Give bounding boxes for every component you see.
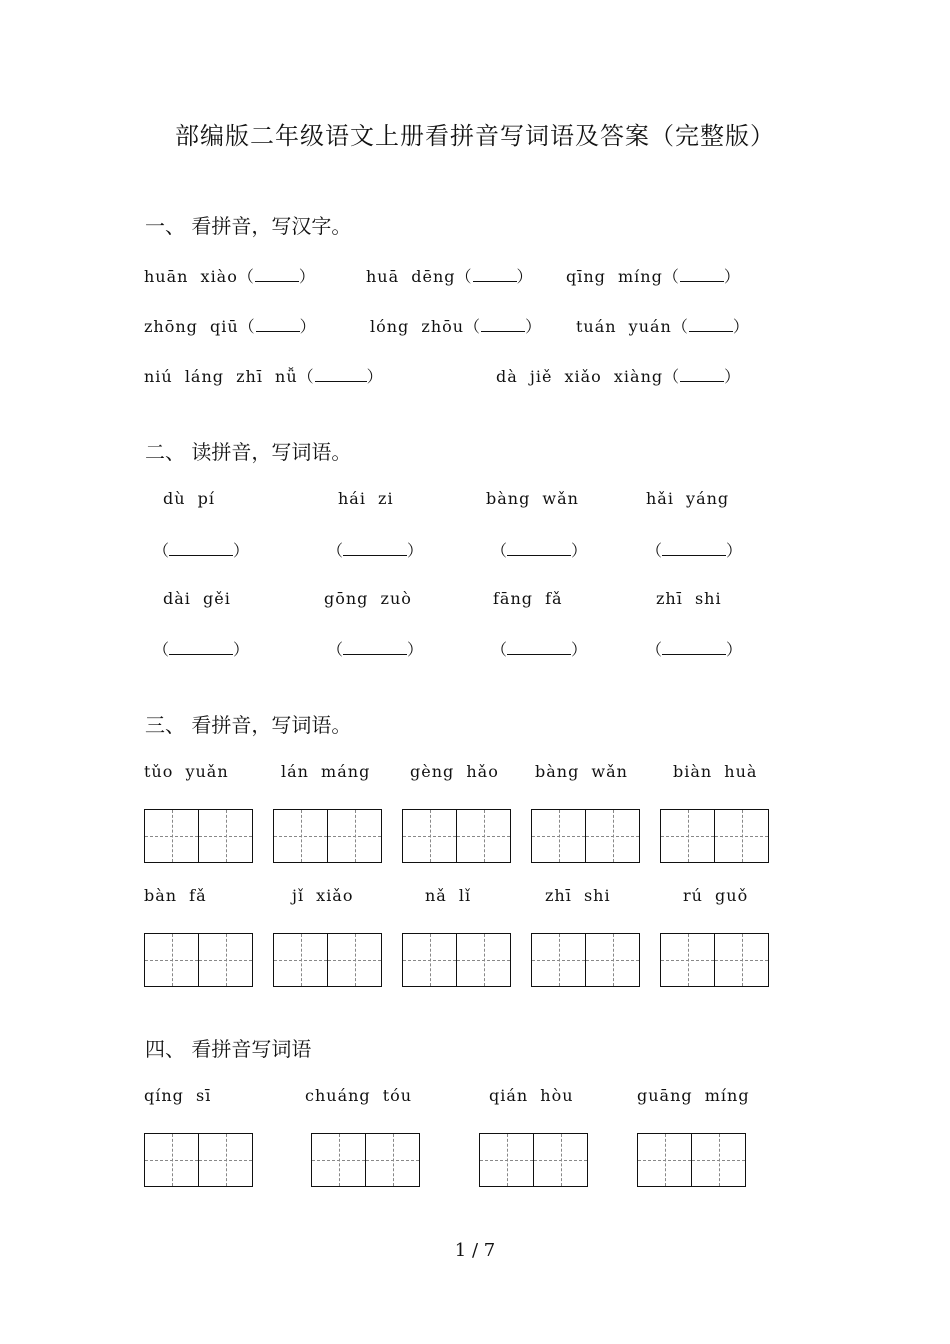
s2-answer-3 xyxy=(491,538,587,561)
s1-item-5-pinyin: lóng zhōu（ xyxy=(370,317,482,336)
grid-cell[interactable] xyxy=(714,934,768,986)
close-paren: ） xyxy=(732,317,750,336)
grid-cell[interactable] xyxy=(480,1134,533,1186)
s1-item-8 xyxy=(496,364,741,387)
close-paren: ） xyxy=(723,267,741,286)
s1-item-8-pinyin: dà jiě xiǎo xiàng（ xyxy=(496,367,681,386)
section-3-heading: 三、 看拼音，写词语。 xyxy=(145,713,352,737)
answer-blank[interactable] xyxy=(662,640,726,655)
s3-pinyin-8: nǎ lǐ xyxy=(425,886,472,905)
answer-blank[interactable] xyxy=(507,541,571,556)
section-2-heading: 二、 读拼音，写词语。 xyxy=(145,440,352,464)
s3-pinyin-9: zhī shi xyxy=(545,886,611,905)
s2-answer-1 xyxy=(153,538,249,561)
s2-pinyin-8: zhī shi xyxy=(656,589,722,608)
writing-grid[interactable] xyxy=(144,933,253,987)
open-paren: （ xyxy=(491,541,508,560)
s4-pinyin-4: guāng míng xyxy=(637,1086,750,1105)
writing-grid[interactable] xyxy=(637,1133,746,1187)
s1-item-6-pinyin: tuán yuán（ xyxy=(576,317,689,336)
grid-cell[interactable] xyxy=(274,810,327,862)
close-paren: ） xyxy=(726,640,743,659)
page-number: 1 / 7 xyxy=(454,1240,496,1261)
open-paren: （ xyxy=(491,640,508,659)
writing-grid[interactable] xyxy=(273,809,382,863)
s2-pinyin-6: gōng zuò xyxy=(324,589,412,608)
s2-answer-2 xyxy=(327,538,423,561)
s1-item-7-pinyin: niú láng zhī nǚ（ xyxy=(144,367,315,386)
answer-blank[interactable] xyxy=(689,317,733,332)
s2-pinyin-3: bàng wǎn xyxy=(486,489,579,508)
open-paren: （ xyxy=(646,640,663,659)
s4-pinyin-1: qíng sī xyxy=(144,1086,212,1105)
writing-grid[interactable] xyxy=(144,809,253,863)
writing-grid[interactable] xyxy=(311,1133,420,1187)
grid-cell[interactable] xyxy=(403,934,456,986)
grid-cell[interactable] xyxy=(403,810,456,862)
s2-pinyin-2: hái zi xyxy=(338,489,394,508)
grid-cell[interactable] xyxy=(532,934,585,986)
grid-cell[interactable] xyxy=(145,934,198,986)
grid-cell[interactable] xyxy=(198,1134,252,1186)
grid-cell[interactable] xyxy=(714,810,768,862)
writing-grid[interactable] xyxy=(660,809,769,863)
answer-blank[interactable] xyxy=(343,640,407,655)
writing-grid[interactable] xyxy=(144,1133,253,1187)
open-paren: （ xyxy=(153,541,170,560)
writing-grid[interactable] xyxy=(273,933,382,987)
grid-cell[interactable] xyxy=(661,934,714,986)
grid-cell[interactable] xyxy=(312,1134,365,1186)
grid-cell[interactable] xyxy=(327,934,381,986)
open-paren: （ xyxy=(646,541,663,560)
close-paren: ） xyxy=(407,640,424,659)
close-paren: ） xyxy=(726,541,743,560)
s1-item-2-pinyin: huā dēng（ xyxy=(366,267,473,286)
writing-grid[interactable] xyxy=(402,933,511,987)
grid-cell[interactable] xyxy=(198,810,252,862)
grid-cell[interactable] xyxy=(198,934,252,986)
page-title: 部编版二年级语文上册看拼音写词语及答案（完整版） xyxy=(175,122,775,150)
answer-blank[interactable] xyxy=(255,267,299,282)
s2-answer-4 xyxy=(646,538,742,561)
s1-item-6 xyxy=(576,314,750,337)
grid-cell[interactable] xyxy=(661,810,714,862)
answer-blank[interactable] xyxy=(473,267,517,282)
answer-blank[interactable] xyxy=(169,640,233,655)
answer-blank[interactable] xyxy=(680,367,724,382)
open-paren: （ xyxy=(327,640,344,659)
s4-pinyin-2: chuáng tóu xyxy=(305,1086,413,1105)
answer-blank[interactable] xyxy=(343,541,407,556)
grid-cell[interactable] xyxy=(456,934,510,986)
close-paren: ） xyxy=(233,541,250,560)
s1-item-4-pinyin: zhōng qiū（ xyxy=(144,317,256,336)
answer-blank[interactable] xyxy=(169,541,233,556)
s3-pinyin-6: bàn fǎ xyxy=(144,886,207,905)
grid-cell[interactable] xyxy=(585,934,639,986)
close-paren: ） xyxy=(571,640,588,659)
grid-cell[interactable] xyxy=(638,1134,691,1186)
answer-blank[interactable] xyxy=(680,267,724,282)
answer-blank[interactable] xyxy=(315,367,367,382)
grid-cell[interactable] xyxy=(456,810,510,862)
s2-pinyin-5: dài gěi xyxy=(163,589,231,608)
answer-blank[interactable] xyxy=(481,317,525,332)
grid-cell[interactable] xyxy=(365,1134,419,1186)
close-paren: ） xyxy=(299,317,317,336)
answer-blank[interactable] xyxy=(662,541,726,556)
grid-cell[interactable] xyxy=(532,810,585,862)
s3-pinyin-3: gèng hǎo xyxy=(410,762,499,781)
s1-item-2 xyxy=(366,264,534,287)
s1-item-4 xyxy=(144,314,317,337)
s1-item-1 xyxy=(144,264,316,287)
grid-cell[interactable] xyxy=(274,934,327,986)
open-paren: （ xyxy=(327,541,344,560)
open-paren: （ xyxy=(153,640,170,659)
section-1-heading: 一、 看拼音，写汉字。 xyxy=(145,214,352,238)
s3-pinyin-7: jǐ xiǎo xyxy=(292,886,354,905)
grid-cell[interactable] xyxy=(145,1134,198,1186)
s1-item-3 xyxy=(566,264,741,287)
s2-pinyin-1: dù pí xyxy=(163,489,215,508)
s1-item-5 xyxy=(370,314,542,337)
writing-grid[interactable] xyxy=(479,1133,588,1187)
answer-blank[interactable] xyxy=(256,317,300,332)
s3-pinyin-1: tǔo yuǎn xyxy=(144,762,229,781)
s1-item-3-pinyin: qīng míng（ xyxy=(566,267,680,286)
close-paren: ） xyxy=(298,267,316,286)
close-paren: ） xyxy=(407,541,424,560)
s1-item-7 xyxy=(144,364,384,387)
grid-cell[interactable] xyxy=(691,1134,745,1186)
writing-grid[interactable] xyxy=(402,809,511,863)
writing-grid[interactable] xyxy=(531,809,640,863)
s3-pinyin-5: biàn huà xyxy=(673,762,758,781)
s2-answer-6 xyxy=(327,637,423,660)
grid-cell[interactable] xyxy=(145,810,198,862)
s3-pinyin-2: lán máng xyxy=(281,762,371,781)
s2-answer-5 xyxy=(153,637,249,660)
s4-pinyin-3: qián hòu xyxy=(489,1086,574,1105)
answer-blank[interactable] xyxy=(507,640,571,655)
grid-cell[interactable] xyxy=(533,1134,587,1186)
writing-grid[interactable] xyxy=(660,933,769,987)
section-4-heading: 四、 看拼音写词语 xyxy=(145,1037,312,1061)
close-paren: ） xyxy=(571,541,588,560)
grid-cell[interactable] xyxy=(327,810,381,862)
s3-pinyin-10: rú guǒ xyxy=(683,886,749,905)
close-paren: ） xyxy=(233,640,250,659)
s2-pinyin-7: fāng fǎ xyxy=(493,589,563,608)
writing-grid[interactable] xyxy=(531,933,640,987)
s3-pinyin-4: bàng wǎn xyxy=(535,762,628,781)
grid-cell[interactable] xyxy=(585,810,639,862)
s2-answer-7 xyxy=(491,637,587,660)
s2-pinyin-4: hǎi yáng xyxy=(646,489,730,508)
close-paren: ） xyxy=(516,267,534,286)
s2-answer-8 xyxy=(646,637,742,660)
close-paren: ） xyxy=(366,367,384,386)
close-paren: ） xyxy=(525,317,543,336)
s1-item-1-pinyin: huān xiào（ xyxy=(144,267,255,286)
close-paren: ） xyxy=(724,367,742,386)
